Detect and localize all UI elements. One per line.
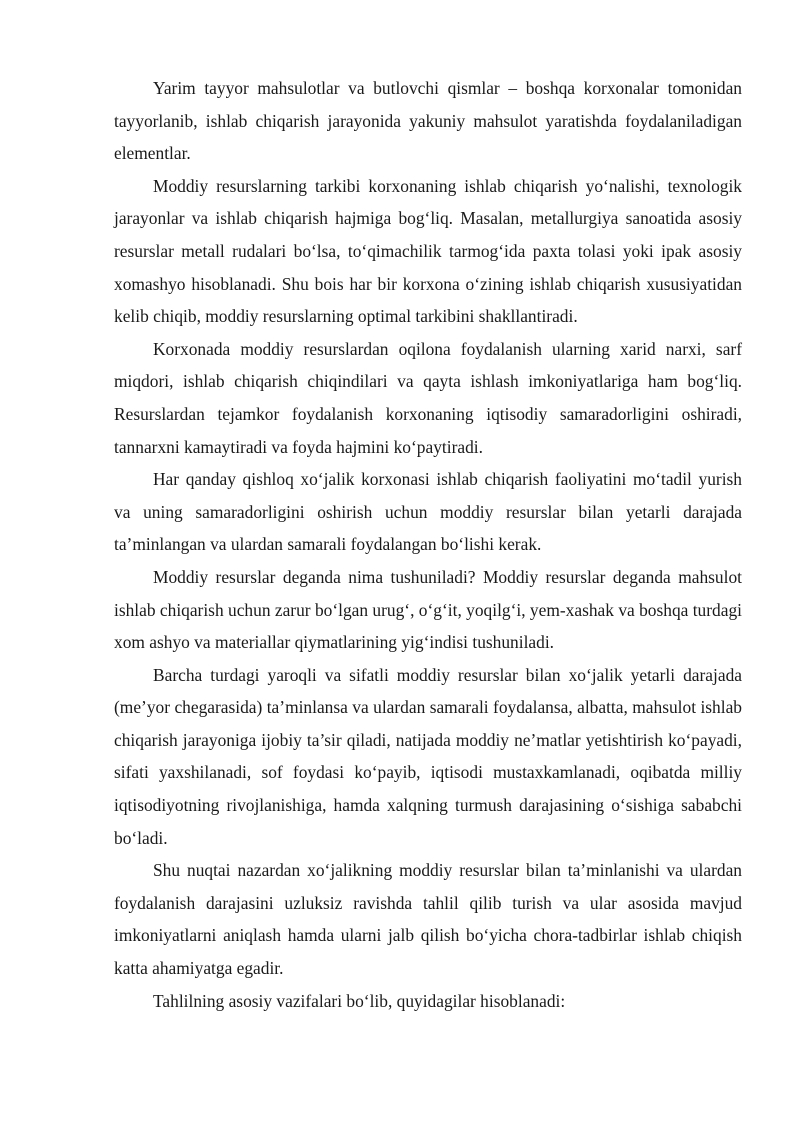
paragraph-agricultural-enterprise: Har qanday qishloq xo‘jalik korxonasi ishlab chiqarish faoliyatini mo‘tadil yurish va uning samaradorligini oshirish uchun moddiy resurslar bilan yetarli darajada ta’minlangan va ulardan samarali foydalangan bo‘lishi kerak. (114, 469, 742, 555)
paragraph-analysis-importance: Shu nuqtai nazardan xo‘jalikning moddiy resurslar bilan ta’minlanishi va ulardan foydalanish darajasini uzluksiz ravishda tahlil qilib turish va ular asosida mavjud imkoniyatlarni aniqlash hamda ularni jalb qilish bo‘yicha chora-tadbirlar ishlab chiqish katta ahamiyatga egadir. (114, 860, 742, 979)
paragraph-analysis-tasks: Tahlilning asosiy vazifalari bo‘lib, quyidagilar hisoblanadi: (153, 990, 566, 1011)
paragraph-semi-finished-products: Yarim tayyor mahsulotlar va butlovchi qismlar – boshqa korxonalar tomonidan tayyorlanib, ishlab chiqarish jarayonida yakuniy mahsulot yaratishda foydalaniladigan elementlar. (114, 78, 742, 164)
document-page (114, 72, 742, 1017)
paragraph-supply-effects: Barcha turdagi yaroqli va sifatli moddiy resurslar bilan xo‘jalik yetarli darajada (me’yor chegarasida) ta’minlansa va ulardan samarali foydalansa, albatta, mahsulot ishlab chiqarish jarayoniga ijobiy ta’sir qiladi, natijada moddiy ne’matlar yetishtirish ko‘payadi, sifati yaxshilanadi, sof foydasi ko‘payib, iqtisodi mustaxkamlanadi, oqibatda milliy iqtisodiyotning rivojlanishiga, hamda xalqning turmush darajasining o‘sishiga sababchi bo‘ladi. (114, 664, 742, 848)
paragraph-resource-structure: Moddiy resurslarning tarkibi korxonaning ishlab chiqarish yo‘nalishi, texnologik jarayonlar va ishlab chiqarish hajmiga bog‘liq. Masalan, metallurgiya sanoatida asosiy resurslar metall rudalari bo‘lsa, to‘qimachilik tarmog‘ida paxta tolasi yoki ipak asosiy xomashyo hisoblanadi. Shu bois har bir korxona o‘zining ishlab chiqarish xususiyatidan kelib chiqib, moddiy resurslarning optimal tarkibini shakllantiradi. (114, 175, 742, 327)
paragraph-resource-definition: Moddiy resurslar deganda nima tushuniladi? Moddiy resurslar deganda mahsulot ishlab chiqarish uchun zarur bo‘lgan urug‘, o‘g‘it, yoqilg‘i, yem-xashak va boshqa turdagi xom ashyo va materiallar qiymatlarining yig‘indisi tushuniladi. (114, 566, 742, 653)
paragraph-rational-use: Korxonada moddiy resurslardan oqilona foydalanish ularning xarid narxi, sarf miqdori, ishlab chiqarish chiqindilari va qayta ishlash imkoniyatlariga ham bog‘liq. Resurslardan tejamkor foydalanish korxonaning iqtisodiy samaradorligini oshiradi, tannarxni kamaytiradi va foyda hajmini ko‘paytiradi. (114, 338, 742, 457)
